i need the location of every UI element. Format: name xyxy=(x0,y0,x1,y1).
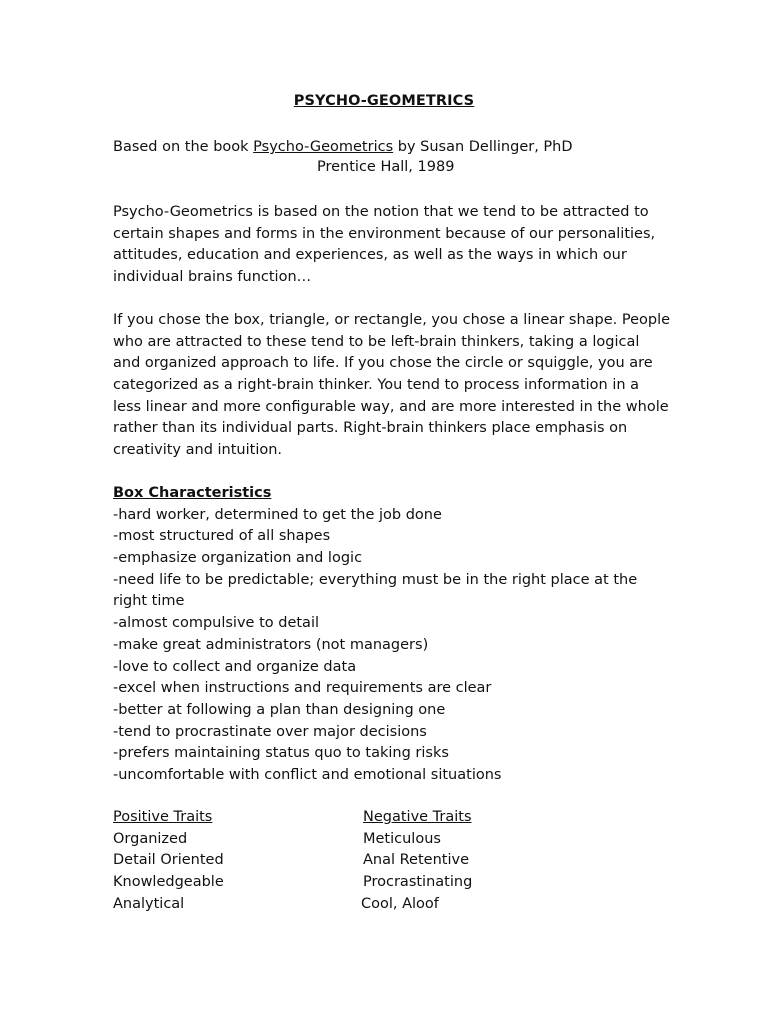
characteristic-line: -love to collect and organize data xyxy=(113,658,357,675)
traits-table xyxy=(113,807,563,915)
paragraph-line: certain shapes and forms in the environment because of our personalities, xyxy=(113,225,656,242)
characteristic-line: right time xyxy=(113,593,185,610)
characteristic-line: -excel when instructions and requirements are clear xyxy=(113,680,492,697)
characteristic-line: -uncomfortable with conflict and emotional situations xyxy=(113,766,502,783)
paragraph-line: creativity and intuition. xyxy=(113,442,283,459)
intro-paragraph xyxy=(113,202,673,289)
negative-trait: Procrastinating xyxy=(363,874,473,891)
byline-prefix: Based on the book xyxy=(113,139,254,155)
positive-trait: Organized xyxy=(113,830,188,847)
negative-trait: Anal Retentive xyxy=(363,852,469,869)
characteristic-line: -almost compulsive to detail xyxy=(113,615,319,632)
characteristic-line: -need life to be predictable; everything must be in the right place at the xyxy=(113,571,638,588)
linear-shape-paragraph xyxy=(113,310,673,462)
paragraph-line: who are attracted to these tend to be left-brain thinkers, taking a logical xyxy=(113,333,640,350)
characteristic-line: -make great administrators (not managers) xyxy=(113,636,429,653)
negative-trait: Meticulous xyxy=(363,830,441,847)
negative-traits-header: Negative Traits xyxy=(363,809,472,825)
paragraph-line: categorized as a right-brain thinker. You tend to process information in a xyxy=(113,377,640,394)
positive-trait: Knowledgeable xyxy=(113,874,224,891)
byline-suffix: by Susan Dellinger, PhD xyxy=(393,139,573,155)
positive-trait: Detail Oriented xyxy=(113,852,224,869)
book-title: Psycho-Geometrics xyxy=(253,139,394,155)
document-title: PSYCHO-GEOMETRICS xyxy=(293,93,475,109)
characteristic-line: -prefers maintaining status quo to taking risks xyxy=(113,745,449,762)
positive-trait: Analytical xyxy=(113,895,185,912)
characteristic-line: -most structured of all shapes xyxy=(113,528,331,545)
paragraph-line: attitudes, education and experiences, as well as the ways in which our xyxy=(113,247,627,264)
characteristic-line: -better at following a plan than designing one xyxy=(113,701,446,718)
characteristic-line: -tend to procrastinate over major decisions xyxy=(113,723,427,740)
characteristic-line: -hard worker, determined to get the job done xyxy=(113,506,442,523)
paragraph-line: less linear and more configurable way, and are more interested in the whole xyxy=(113,398,669,415)
paragraph-line: Psycho-Geometrics is based on the notion that we tend to be attracted to xyxy=(113,204,649,220)
trait-row xyxy=(113,894,563,916)
paragraph-line: rather than its individual parts. Right-brain thinkers place emphasis on xyxy=(113,420,628,437)
negative-trait: Cool, Aloof xyxy=(361,895,439,912)
characteristic-line: -emphasize organization and logic xyxy=(113,550,363,567)
paragraph-line: If you chose the box, triangle, or rectangle, you chose a linear shape. People xyxy=(113,312,671,328)
paragraph-line: individual brains function… xyxy=(113,269,312,286)
trait-row xyxy=(113,829,563,851)
publisher-line: Prentice Hall, 1989 xyxy=(317,159,455,175)
positive-traits-header: Positive Traits xyxy=(113,809,213,825)
trait-row xyxy=(113,850,563,872)
section-heading: Box Characteristics xyxy=(113,485,272,501)
trait-row xyxy=(113,872,563,894)
traits-header-row xyxy=(113,807,563,829)
paragraph-line: and organized approach to life. If you chose the circle or squiggle, you are xyxy=(113,355,653,372)
byline xyxy=(113,137,673,159)
box-characteristics-section xyxy=(113,483,673,787)
